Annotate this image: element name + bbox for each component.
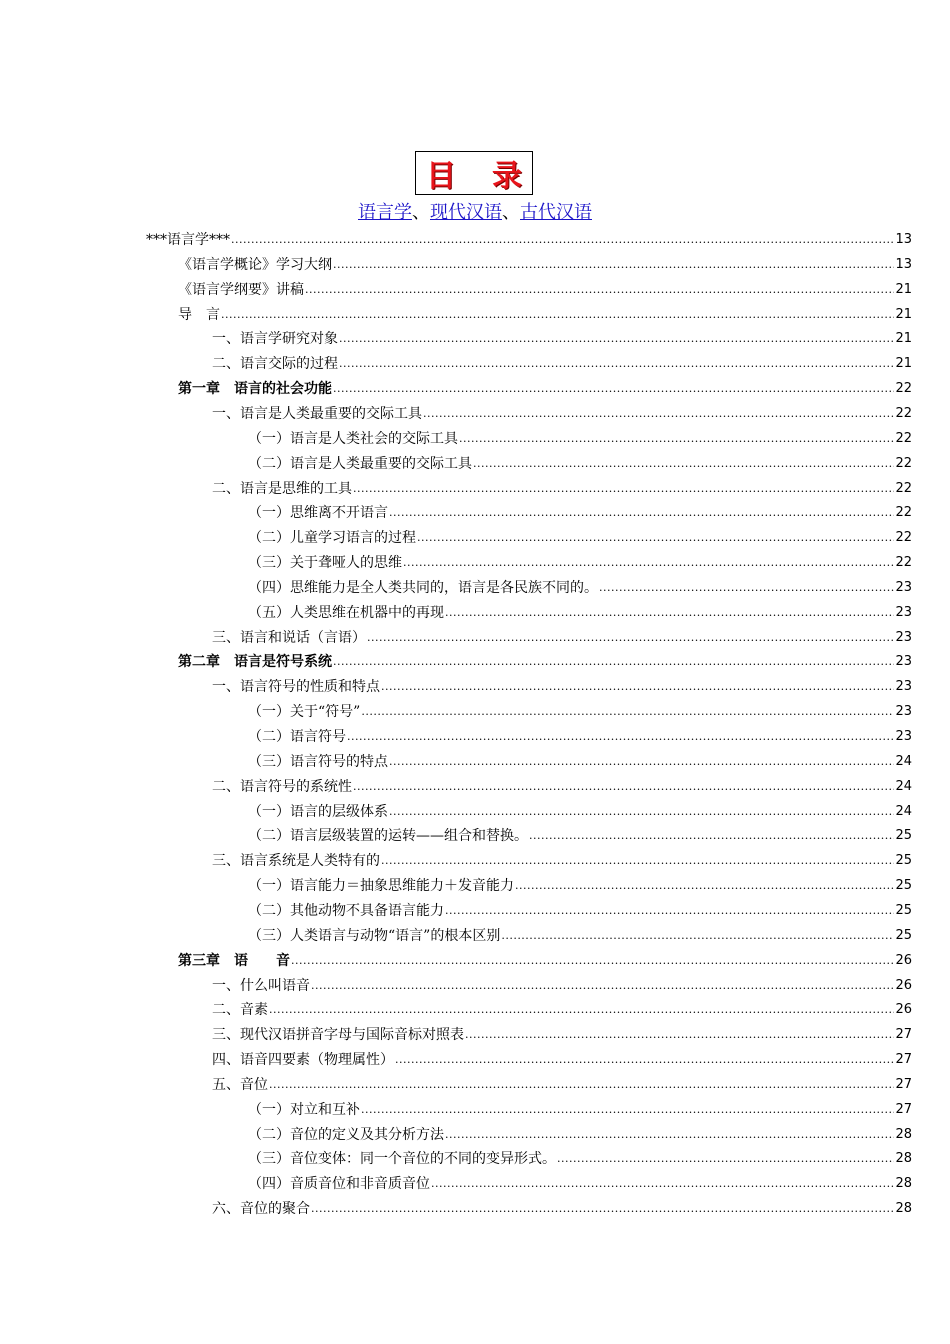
toc-leader-dots xyxy=(347,728,894,746)
toc-entry-label: 二、语言是思维的工具 xyxy=(212,480,352,497)
toc-entry-label: （四）音质音位和非音质音位 xyxy=(248,1176,430,1193)
toc-leader-dots xyxy=(367,629,894,647)
toc-entry-label: 四、语音四要素（物理属性） xyxy=(212,1052,394,1069)
toc-entry-page-number: 28 xyxy=(895,1151,912,1167)
toc-entry-page-number: 27 xyxy=(895,1027,912,1043)
toc-entry-page-number: 22 xyxy=(895,505,912,521)
toc-leader-dots xyxy=(269,1001,894,1019)
toc-entry-label: 第二章 语言是符号系统 xyxy=(178,654,332,671)
toc-entry-page-number: 23 xyxy=(895,629,912,645)
toc-leader-dots xyxy=(339,330,894,348)
toc-entry-label: （二）音位的定义及其分析方法 xyxy=(248,1126,444,1143)
toc-entry[interactable] xyxy=(212,324,912,348)
toc-leader-dots xyxy=(445,1126,894,1144)
toc-leader-dots xyxy=(389,504,894,522)
subtitle-links xyxy=(0,201,950,225)
toc-entry-page-number: 22 xyxy=(895,430,912,446)
toc-leader-dots xyxy=(459,430,894,448)
toc-entry[interactable] xyxy=(212,349,912,373)
toc-entry-page-number: 24 xyxy=(895,753,912,769)
toc-entry[interactable] xyxy=(248,921,912,945)
toc-leader-dots xyxy=(431,1175,894,1193)
toc-entry[interactable] xyxy=(248,722,912,746)
toc-entry-label: 《语言学纲要》讲稿 xyxy=(178,281,304,298)
toc-leader-dots xyxy=(389,803,894,821)
toc-entry-label: 一、什么叫语音 xyxy=(212,977,310,994)
toc-entry[interactable] xyxy=(248,1169,912,1193)
toc-entry-page-number: 23 xyxy=(895,654,912,670)
toc-leader-dots xyxy=(311,977,894,995)
toc-entry[interactable] xyxy=(212,971,912,995)
toc-entry-label: 一、语言学研究对象 xyxy=(212,331,338,348)
toc-entry[interactable] xyxy=(212,623,912,647)
toc-entry-page-number: 13 xyxy=(895,232,912,247)
toc-entry-label: 六、音位的聚合 xyxy=(212,1201,310,1218)
toc-leader-dots xyxy=(473,455,894,473)
toc-entry-label: （一）关于“符号” xyxy=(248,704,361,721)
link-modern-chinese[interactable]: 现代汉语 xyxy=(430,202,502,223)
toc-leader-dots xyxy=(333,653,894,671)
toc-leader-dots xyxy=(381,678,894,696)
toc-entry[interactable] xyxy=(178,946,912,970)
toc-entry[interactable] xyxy=(248,573,912,597)
toc-entry-label: 第三章 语 音 xyxy=(178,952,290,969)
toc-entry-page-number: 23 xyxy=(895,729,912,744)
toc-entry-page-number: 24 xyxy=(895,778,912,794)
toc-entry-label: 一、语言是人类最重要的交际工具 xyxy=(212,405,422,422)
toc-entry[interactable] xyxy=(212,1070,912,1094)
toc-entry[interactable] xyxy=(248,871,912,895)
toc-leader-dots xyxy=(339,355,894,373)
toc-entry-page-number: 23 xyxy=(895,704,912,720)
toc-entry[interactable] xyxy=(212,1045,912,1069)
toc-entry-label: （一）语言的层级体系 xyxy=(248,803,388,820)
toc-entry-label: （一）思维离不开语言 xyxy=(248,505,388,522)
toc-entry-page-number: 21 xyxy=(895,306,912,322)
toc-entry[interactable] xyxy=(248,424,912,448)
toc-entry-label: 《语言学概论》学习大纲 xyxy=(178,256,332,273)
toc-leader-dots xyxy=(311,1200,894,1218)
toc-entry-label: （三）语言符号的特点 xyxy=(248,753,388,770)
toc-entry[interactable] xyxy=(248,697,912,721)
toc-leader-dots xyxy=(361,703,894,721)
toc-entry[interactable] xyxy=(212,846,912,870)
toc-entry-label: （二）语言层级装置的运转——组合和替换。 xyxy=(248,828,528,845)
toc-leader-dots xyxy=(423,405,894,423)
toc-entry-page-number: 22 xyxy=(895,530,912,546)
toc-entry[interactable] xyxy=(248,1144,912,1168)
toc-entry[interactable] xyxy=(146,225,912,249)
toc-entry[interactable] xyxy=(248,449,912,473)
toc-entry-page-number: 25 xyxy=(895,902,912,918)
toc-entry-page-number: 25 xyxy=(895,927,912,943)
toc-entry-label: （一）对立和互补 xyxy=(248,1101,360,1118)
toc-entry-label: （三）关于聋哑人的思维 xyxy=(248,555,402,572)
toc-entry[interactable] xyxy=(248,797,912,821)
toc-entry-label: （三）音位变体：同一个音位的不同的变异形式。 xyxy=(248,1151,556,1168)
toc-entry-label: （二）其他动物不具备语言能力 xyxy=(248,902,444,919)
toc-entry-page-number: 27 xyxy=(895,1101,912,1117)
toc-entry-label: （二）儿童学习语言的过程 xyxy=(248,530,416,547)
toc-entry[interactable] xyxy=(212,399,912,423)
toc-entry[interactable] xyxy=(248,498,912,522)
toc-entry[interactable] xyxy=(248,523,912,547)
toc-leader-dots xyxy=(395,1051,894,1069)
toc-entry-label: ***语言学*** xyxy=(146,232,230,248)
toc-entry-page-number: 21 xyxy=(895,356,912,372)
toc-entry-page-number: 22 xyxy=(895,381,912,397)
toc-entry-page-number: 13 xyxy=(895,256,912,272)
toc-entry-label: 一、语言符号的性质和特点 xyxy=(212,679,380,696)
toc-entry-label: 导 言 xyxy=(178,306,220,323)
subtitle-separator: 、 xyxy=(502,202,520,223)
toc-entry-label: （五）人类思维在机器中的再现 xyxy=(248,604,444,621)
toc-entry[interactable] xyxy=(248,1120,912,1144)
link-linguistics[interactable]: 语言学 xyxy=(358,202,412,223)
toc-entry[interactable] xyxy=(212,474,912,498)
toc-entry-page-number: 21 xyxy=(895,331,912,347)
toc-leader-dots xyxy=(333,380,894,398)
toc-entry[interactable] xyxy=(248,747,912,771)
toc-leader-dots xyxy=(231,231,894,249)
toc-entry-label: （一）语言是人类社会的交际工具 xyxy=(248,430,458,447)
toc-leader-dots xyxy=(403,554,894,572)
toc-entry[interactable] xyxy=(212,672,912,696)
toc-entry-label: （二）语言是人类最重要的交际工具 xyxy=(248,455,472,472)
toc-entry[interactable] xyxy=(248,598,912,622)
toc-entry[interactable] xyxy=(212,1020,912,1044)
toc-entry-label: 二、语言符号的系统性 xyxy=(212,778,352,795)
toc-entry-page-number: 23 xyxy=(895,679,912,695)
link-ancient-chinese[interactable]: 古代汉语 xyxy=(520,202,592,223)
toc-entry-page-number: 26 xyxy=(895,1002,912,1018)
toc-entry[interactable] xyxy=(178,374,912,398)
toc-leader-dots xyxy=(305,281,894,299)
toc-entry-label: 第一章 语言的社会功能 xyxy=(178,381,332,398)
toc-entry-label: 三、语言系统是人类特有的 xyxy=(212,853,380,870)
toc-entry[interactable] xyxy=(178,275,912,299)
toc-leader-dots xyxy=(353,778,894,796)
toc-leader-dots xyxy=(445,604,894,622)
toc-entry-page-number: 25 xyxy=(895,878,912,894)
toc-leader-dots xyxy=(529,827,894,845)
toc-leader-dots xyxy=(269,1076,894,1094)
toc-leader-dots xyxy=(557,1150,894,1168)
toc-entry-page-number: 27 xyxy=(895,1076,912,1092)
toc-leader-dots xyxy=(445,902,894,920)
toc-entry-label: （四）思维能力是全人类共同的，语言是各民族不同的。 xyxy=(248,579,598,596)
toc-entry-label: 二、语言交际的过程 xyxy=(212,356,338,373)
toc-entry-page-number: 27 xyxy=(895,1052,912,1068)
toc-entry[interactable] xyxy=(178,250,912,274)
toc-entry-page-number: 22 xyxy=(895,555,912,571)
toc-entry[interactable] xyxy=(212,772,912,796)
toc-entry-page-number: 26 xyxy=(895,952,912,968)
toc-entry-page-number: 23 xyxy=(895,579,912,595)
toc-leader-dots xyxy=(417,529,894,547)
toc-entry[interactable] xyxy=(178,300,912,324)
toc-entry-page-number: 23 xyxy=(895,604,912,620)
toc-entry-label: （二）语言符号 xyxy=(248,729,346,745)
toc-entry-label: （三）人类语言与动物“语言”的根本区别 xyxy=(248,927,501,944)
toc-title: 目录 xyxy=(426,159,558,194)
toc-entry[interactable] xyxy=(212,1194,912,1218)
toc-entry-page-number: 26 xyxy=(895,977,912,993)
toc-leader-dots xyxy=(599,579,894,597)
toc-leader-dots xyxy=(389,753,894,771)
toc-entry-label: 二、音素 xyxy=(212,1002,268,1019)
toc-entry-page-number: 25 xyxy=(895,828,912,844)
toc-leader-dots xyxy=(361,1101,894,1119)
toc-entry-page-number: 22 xyxy=(895,455,912,471)
toc-leader-dots xyxy=(291,952,894,970)
toc-leader-dots xyxy=(381,852,894,870)
toc-entry[interactable] xyxy=(248,821,912,845)
toc-entry-page-number: 22 xyxy=(895,480,912,496)
toc-entry[interactable] xyxy=(248,896,912,920)
toc-leader-dots xyxy=(515,877,894,895)
toc-entry[interactable] xyxy=(248,548,912,572)
toc-entry[interactable] xyxy=(178,647,912,671)
toc-leader-dots xyxy=(501,927,894,945)
toc-entry[interactable] xyxy=(212,995,912,1019)
toc-entry-page-number: 22 xyxy=(895,405,912,421)
toc-entry-page-number: 28 xyxy=(895,1176,912,1192)
toc-entry-label: 三、现代汉语拼音字母与国际音标对照表 xyxy=(212,1027,464,1044)
toc-entry-label: 五、音位 xyxy=(212,1076,268,1093)
toc-leader-dots xyxy=(333,256,894,274)
toc-entry-page-number: 28 xyxy=(895,1126,912,1142)
toc-title-box xyxy=(415,151,558,195)
subtitle-separator: 、 xyxy=(412,202,430,223)
toc-entry-page-number: 25 xyxy=(895,853,912,869)
toc-entry[interactable] xyxy=(248,1095,912,1119)
toc-leader-dots xyxy=(465,1026,894,1044)
toc-leader-dots xyxy=(221,306,894,324)
toc-entry-page-number: 24 xyxy=(895,803,912,819)
toc-entry-page-number: 21 xyxy=(895,281,912,297)
toc-leader-dots xyxy=(353,480,894,498)
toc-entry-label: 三、语言和说话（言语） xyxy=(212,629,366,646)
toc-entry-label: （一）语言能力＝抽象思维能力＋发音能力 xyxy=(248,878,514,895)
toc-entry-page-number: 28 xyxy=(895,1201,912,1217)
